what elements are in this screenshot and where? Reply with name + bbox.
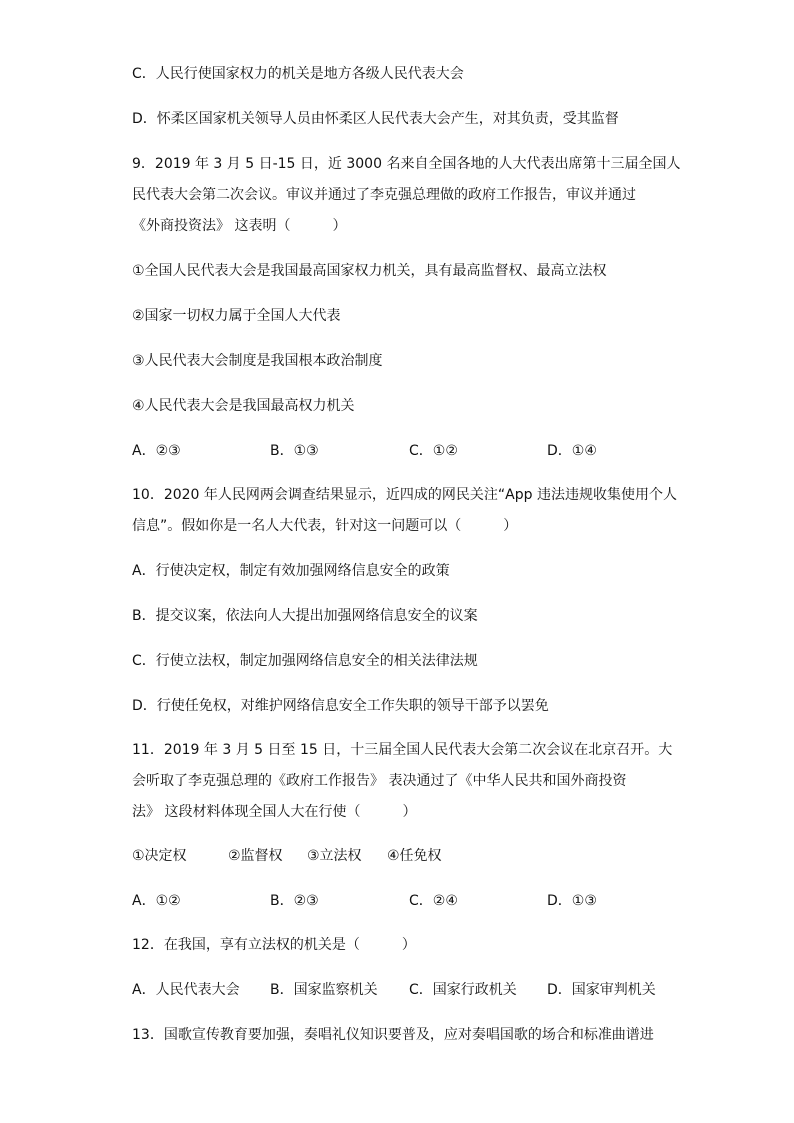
q12-stem: 12．在我国，享有立法权的机关是（ ）	[132, 937, 416, 953]
q11-item-3: ③立法权	[307, 848, 362, 864]
q11-option-d: D．①③	[547, 893, 597, 909]
q9-item-4: ④人民代表大会是我国最高权力机关	[132, 398, 355, 414]
q11-item-2: ②监督权	[228, 848, 283, 864]
q11-option-b: B．②③	[270, 893, 319, 909]
q11-stem-line-1: 11．2019 年 3 月 5 日至 15 日，十三届全国人民代表大会第二次会议在北京召开。大	[132, 742, 673, 758]
q11-stem-line-3: 法》 这段材料体现全国人大在行使（ ）	[132, 804, 417, 820]
q8-option-c: C．人民行使国家权力的机关是地方各级人民代表大会	[132, 66, 464, 82]
q9-option-b: B．①③	[270, 443, 319, 459]
q10-option-b: B．提交议案，依法向人大提出加强网络信息安全的议案	[132, 608, 478, 624]
q10-option-d: D．行使任免权，对维护网络信息安全工作失职的领导干部予以罢免	[132, 698, 549, 714]
q9-item-2: ②国家一切权力属于全国人大代表	[132, 308, 341, 324]
q11-items	[132, 846, 672, 866]
q10-option-c: C．行使立法权，制定加强网络信息安全的相关法律法规	[132, 653, 478, 669]
q12-option-a: A．人民代表大会	[132, 982, 240, 998]
q9-stem-line-2: 民代表大会第二次会议。审议并通过了李克强总理做的政府工作报告，审议并通过	[132, 187, 636, 203]
q9-option-d: D．①④	[547, 443, 597, 459]
q12-options	[132, 980, 672, 1000]
q9-stem-line-1: 9．2019 年 3 月 5 日-15 日，近 3000 名来自全国各地的人大代表出席第十三届全国人	[132, 156, 681, 172]
q10-stem-line-1: 10．2020 年人民网两会调查结果显示，近四成的网民关注“App 违法违规收集使用个人	[132, 487, 677, 503]
q9-option-c: C．①②	[409, 443, 458, 459]
q11-item-1: ①决定权	[132, 848, 187, 864]
q10-stem-line-2: 信息”。假如你是一名人大代表，针对这一问题可以（ ）	[132, 518, 518, 534]
q9-item-3: ③人民代表大会制度是我国根本政治制度	[132, 353, 383, 369]
q9-options	[132, 441, 672, 461]
q11-options	[132, 891, 672, 911]
q11-item-4: ④任免权	[387, 848, 442, 864]
q11-option-a: A．①②	[132, 893, 181, 909]
q12-option-c: C．国家行政机关	[409, 982, 517, 998]
q9-stem-line-3: 《外商投资法》 这表明（ ）	[132, 218, 347, 234]
q12-option-b: B．国家监察机关	[270, 982, 378, 998]
q11-option-c: C．②④	[409, 893, 458, 909]
q12-option-d: D．国家审判机关	[547, 982, 656, 998]
q10-option-a: A．行使决定权，制定有效加强网络信息安全的政策	[132, 563, 450, 579]
q9-option-a: A．②③	[132, 443, 181, 459]
q8-option-d: D．怀柔区国家机关领导人员由怀柔区人民代表大会产生，对其负责，受其监督	[132, 111, 619, 127]
q11-stem-line-2: 会听取了李克强总理的《政府工作报告》 表决通过了《中华人民共和国外商投资	[132, 773, 627, 789]
q13-stem: 13．国歌宣传教育要加强，奏唱礼仪知识要普及，应对奏唱国歌的场合和标准曲谱进	[132, 1027, 654, 1043]
q9-item-1: ①全国人民代表大会是我国最高国家权力机关，具有最高监督权、最高立法权	[132, 263, 607, 279]
